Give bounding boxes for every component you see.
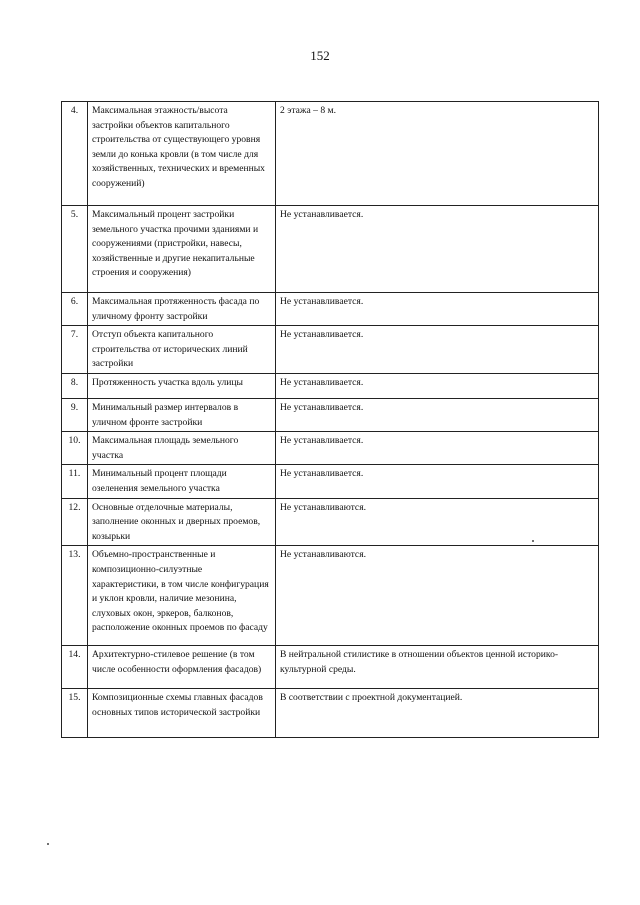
page-number: 152 [310,48,330,63]
value-cell: Не устанавливается. [276,206,599,293]
scan-speck [47,843,49,845]
parameter-cell: Максимальная этажность/высота застройки объектов капитального строительства от существующего уровня земли до конька кровли (в том числе для хозяйственных, технических и временных сооружений) [88,102,276,206]
value-cell: Не устанавливается. [276,465,599,498]
table-row [62,102,599,206]
parameter-cell: Композиционные схемы главных фасадов основных типов исторической застройки [88,689,276,738]
value-cell: Не устанавливаются. [276,546,599,646]
table-row [62,432,599,465]
table-row [62,206,599,293]
value-cell: 2 этажа – 8 м. [276,102,599,206]
value-cell: Не устанавливается. [276,432,599,465]
parameter-cell: Минимальный процент площади озеленения земельного участка [88,465,276,498]
value-cell: Не устанавливается. [276,398,599,431]
parameter-cell: Максимальный процент застройки земельного участка прочими зданиями и сооружениями (пристройки, навесы, хозяйственные и другие некапитальные строения и сооружения) [88,206,276,293]
table-row [62,465,599,498]
table-row [62,293,599,326]
value-cell: Не устанавливается. [276,373,599,398]
value-cell: Не устанавливается. [276,326,599,374]
row-number: 7. [62,326,88,374]
regulations-table [61,101,599,738]
value-cell: Не устанавливается. [276,293,599,326]
row-number: 8. [62,373,88,398]
row-number: 15. [62,689,88,738]
parameter-cell: Архитектурно-стилевое решение (в том числе особенности оформления фасадов) [88,646,276,689]
parameter-cell: Отступ объекта капитального строительства от исторических линий застройки [88,326,276,374]
parameter-cell: Протяженность участка вдоль улицы [88,373,276,398]
row-number: 10. [62,432,88,465]
row-number: 4. [62,102,88,206]
value-cell: В нейтральной стилистике в отношении объектов ценной историко-культурной среды. [276,646,599,689]
parameter-cell: Объемно-пространственные и композиционно-силуэтные характеристики, в том числе конфигурация и уклон кровли, наличие мезонина, слуховых окон, эркеров, балконов, расположение оконных проемов по фасаду [88,546,276,646]
table-row [62,398,599,431]
row-number: 5. [62,206,88,293]
parameter-cell: Максимальная протяженность фасада по уличному фронту застройки [88,293,276,326]
parameter-cell: Основные отделочные материалы, заполнение оконных и дверных проемов, козырьки [88,498,276,546]
parameter-cell: Максимальная площадь земельного участка [88,432,276,465]
row-number: 12. [62,498,88,546]
row-number: 9. [62,398,88,431]
table-row [62,689,599,738]
row-number: 11. [62,465,88,498]
value-cell: В соответствии с проектной документацией. [276,689,599,738]
table-row [62,373,599,398]
scan-speck [532,540,534,542]
table-row [62,546,599,646]
table-row [62,646,599,689]
row-number: 6. [62,293,88,326]
table-row [62,326,599,374]
row-number: 14. [62,646,88,689]
table-row [62,498,599,546]
parameter-cell: Минимальный размер интервалов в уличном фронте застройки [88,398,276,431]
table-body [62,102,599,738]
value-cell: Не устанавливаются. [276,498,599,546]
row-number: 13. [62,546,88,646]
